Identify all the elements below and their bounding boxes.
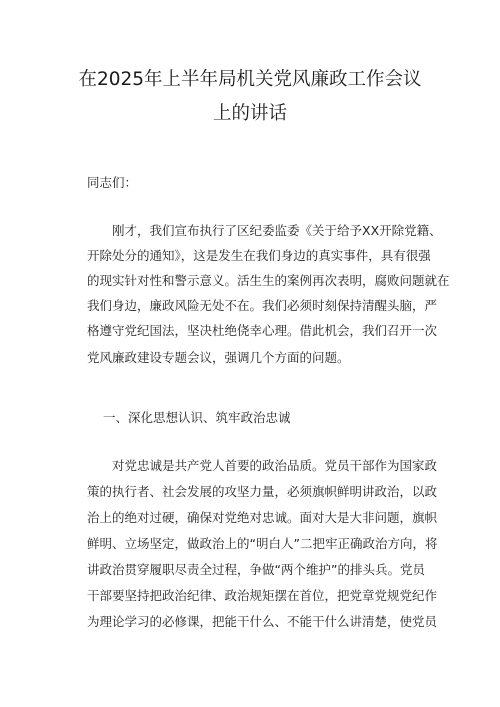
section-1-heading: 一、深化思想认识、筑牢政治忠诚 — [103, 410, 291, 425]
paragraph-1-line: 我们身边，廉政风险无处不在。我们必须时刻保持清醒头脑，严 — [87, 298, 438, 313]
paragraph-2-line: 讲政治贯穿履职尽责全过程，争做“两个维护”的排头兵。党员 — [87, 562, 425, 577]
paragraph-2-line: 鲜明、立场坚定，做政治上的“明白人”二把牢正确政治方向，将 — [87, 536, 438, 551]
greeting: 同志们： — [87, 175, 138, 190]
paragraph-2-line: 治上的绝对过硬，确保对党绝对忠诚。面对大是大非问题，旗帜 — [87, 510, 438, 525]
paragraph-1-line: 开除处分的通知》，这是发生在我们身边的真实事件，具有很强 — [87, 248, 431, 263]
paragraph-2-line: 策的执行者、社会发展的攻坚力量，必须旗帜鲜明讲政治，以政 — [87, 484, 438, 499]
paragraph-2-line: 干部要坚持把政治纪律、政治规矩摆在首位，把党章党规党纪作 — [87, 588, 438, 603]
paragraph-2-line: 为理论学习的必修课，把能干什么、不能干什么讲清楚，使党员 — [87, 614, 438, 629]
paragraph-1-line: 格遵守党纪国法，坚决杜绝侥幸心理。借此机会，我们召开一次 — [87, 323, 438, 338]
paragraph-1-line: 刚才，我们宣布执行了区纪委监委《关于给予XX开除党籍、 — [112, 223, 442, 238]
paragraph-1-line: 党风廉政建设专题会议，强调几个方面的问题。 — [87, 350, 350, 365]
document-title-line-2: 上的讲话 — [212, 103, 287, 124]
document-title-line-1: 在2025年上半年局机关党风廉政工作会议 — [78, 69, 422, 90]
paragraph-1-line: 的现实针对性和警示意义。活生生的案例再次表明，腐败问题就在 — [87, 273, 450, 288]
paragraph-2-line: 对党忠诚是共产党人首要的政治品质。党员干部作为国家政 — [112, 458, 438, 473]
